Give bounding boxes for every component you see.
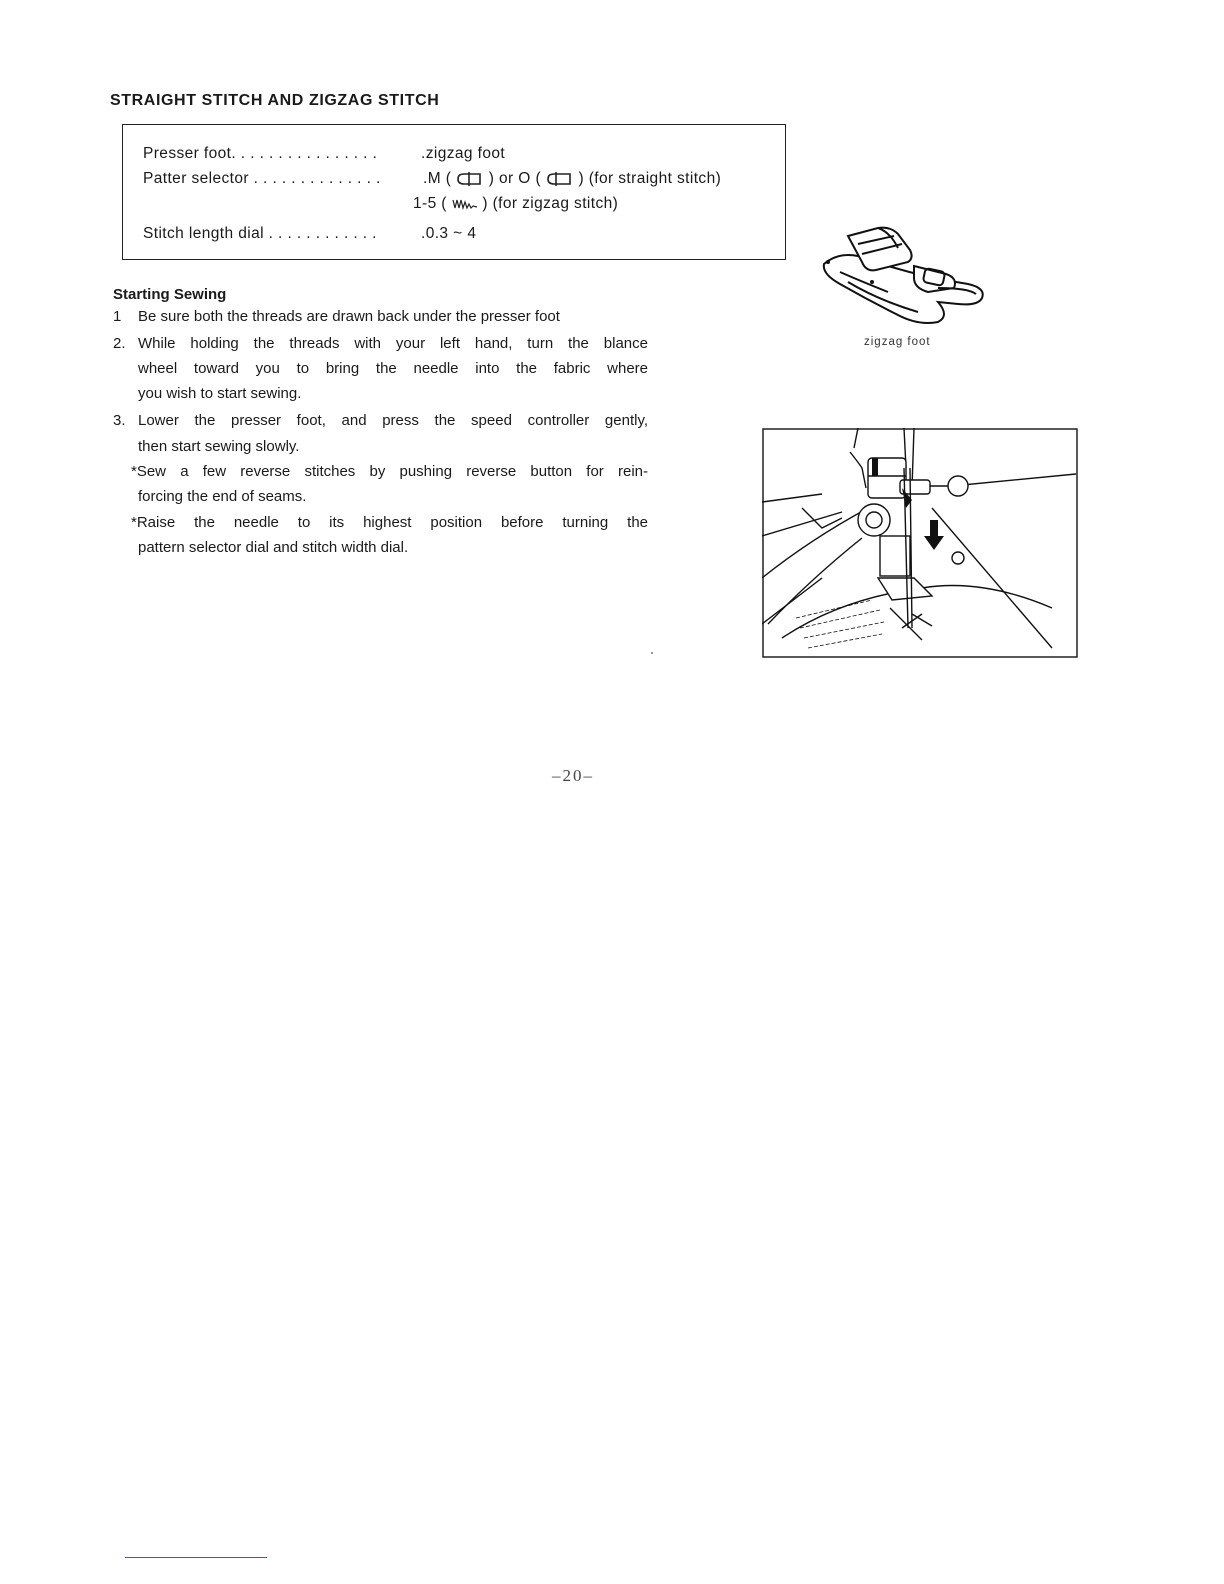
stray-mark bbox=[651, 652, 653, 654]
presser-foot-value: .zigzag foot bbox=[421, 145, 506, 162]
note-text: forcing the end of seams. bbox=[138, 488, 307, 505]
step-text: While holding the threads with your left hand, turn the blance bbox=[138, 335, 648, 352]
stitch-length-value: .0.3 ~ 4 bbox=[421, 225, 477, 242]
pattern-selector-value-b: ) or O ( bbox=[488, 170, 542, 187]
starting-sewing-heading: Starting Sewing bbox=[113, 286, 227, 303]
pattern-selector-value bbox=[423, 170, 721, 188]
step-text: wheel toward you to bring the needle into the fabric where bbox=[138, 360, 648, 377]
page-title: STRAIGHT STITCH AND ZIGZAG STITCH bbox=[110, 92, 440, 109]
step-number: 2. bbox=[113, 335, 126, 352]
step-text: then start sewing slowly. bbox=[138, 438, 300, 455]
page-number: –20– bbox=[552, 766, 594, 785]
presser-foot-label: Presser foot. . . . . . . . . . . . . . . . bbox=[143, 145, 378, 162]
pattern-selector-value-a: .M ( bbox=[423, 170, 452, 187]
footer-rule bbox=[125, 1557, 267, 1558]
note-text: *Sew a few reverse stitches by pushing reverse button for rein- bbox=[131, 463, 648, 480]
spec-box bbox=[122, 124, 786, 260]
zigzag-foot-illustration bbox=[818, 222, 990, 328]
step-number: 1 bbox=[113, 308, 122, 325]
pattern-selector-label: Patter selector . . . . . . . . . . . . . . bbox=[143, 170, 381, 187]
zigzag-value-b: ) (for zigzag stitch) bbox=[482, 195, 619, 212]
sewing-needle-illustration bbox=[762, 428, 1078, 658]
zigzag-stitch-icon bbox=[452, 198, 478, 210]
stitch-length-label: Stitch length dial . . . . . . . . . . . . bbox=[143, 225, 377, 242]
straight-stitch-m-icon bbox=[456, 172, 484, 186]
zigzag-value-a: 1-5 ( bbox=[413, 195, 447, 212]
step-text: Be sure both the threads are drawn back under the presser foot bbox=[138, 308, 560, 325]
note-text: pattern selector dial and stitch width dial. bbox=[138, 539, 409, 556]
step-text: Lower the presser foot, and press the speed controller gently, bbox=[138, 412, 648, 429]
step-number: 3. bbox=[113, 412, 126, 429]
figure-caption: zigzag foot bbox=[864, 336, 931, 348]
step-text: you wish to start sewing. bbox=[138, 385, 302, 402]
zigzag-value bbox=[413, 195, 618, 213]
note-text: *Raise the needle to its highest position before turning the bbox=[131, 514, 648, 531]
straight-stitch-o-icon bbox=[546, 172, 574, 186]
pattern-selector-value-c: ) (for straight stitch) bbox=[578, 170, 722, 187]
